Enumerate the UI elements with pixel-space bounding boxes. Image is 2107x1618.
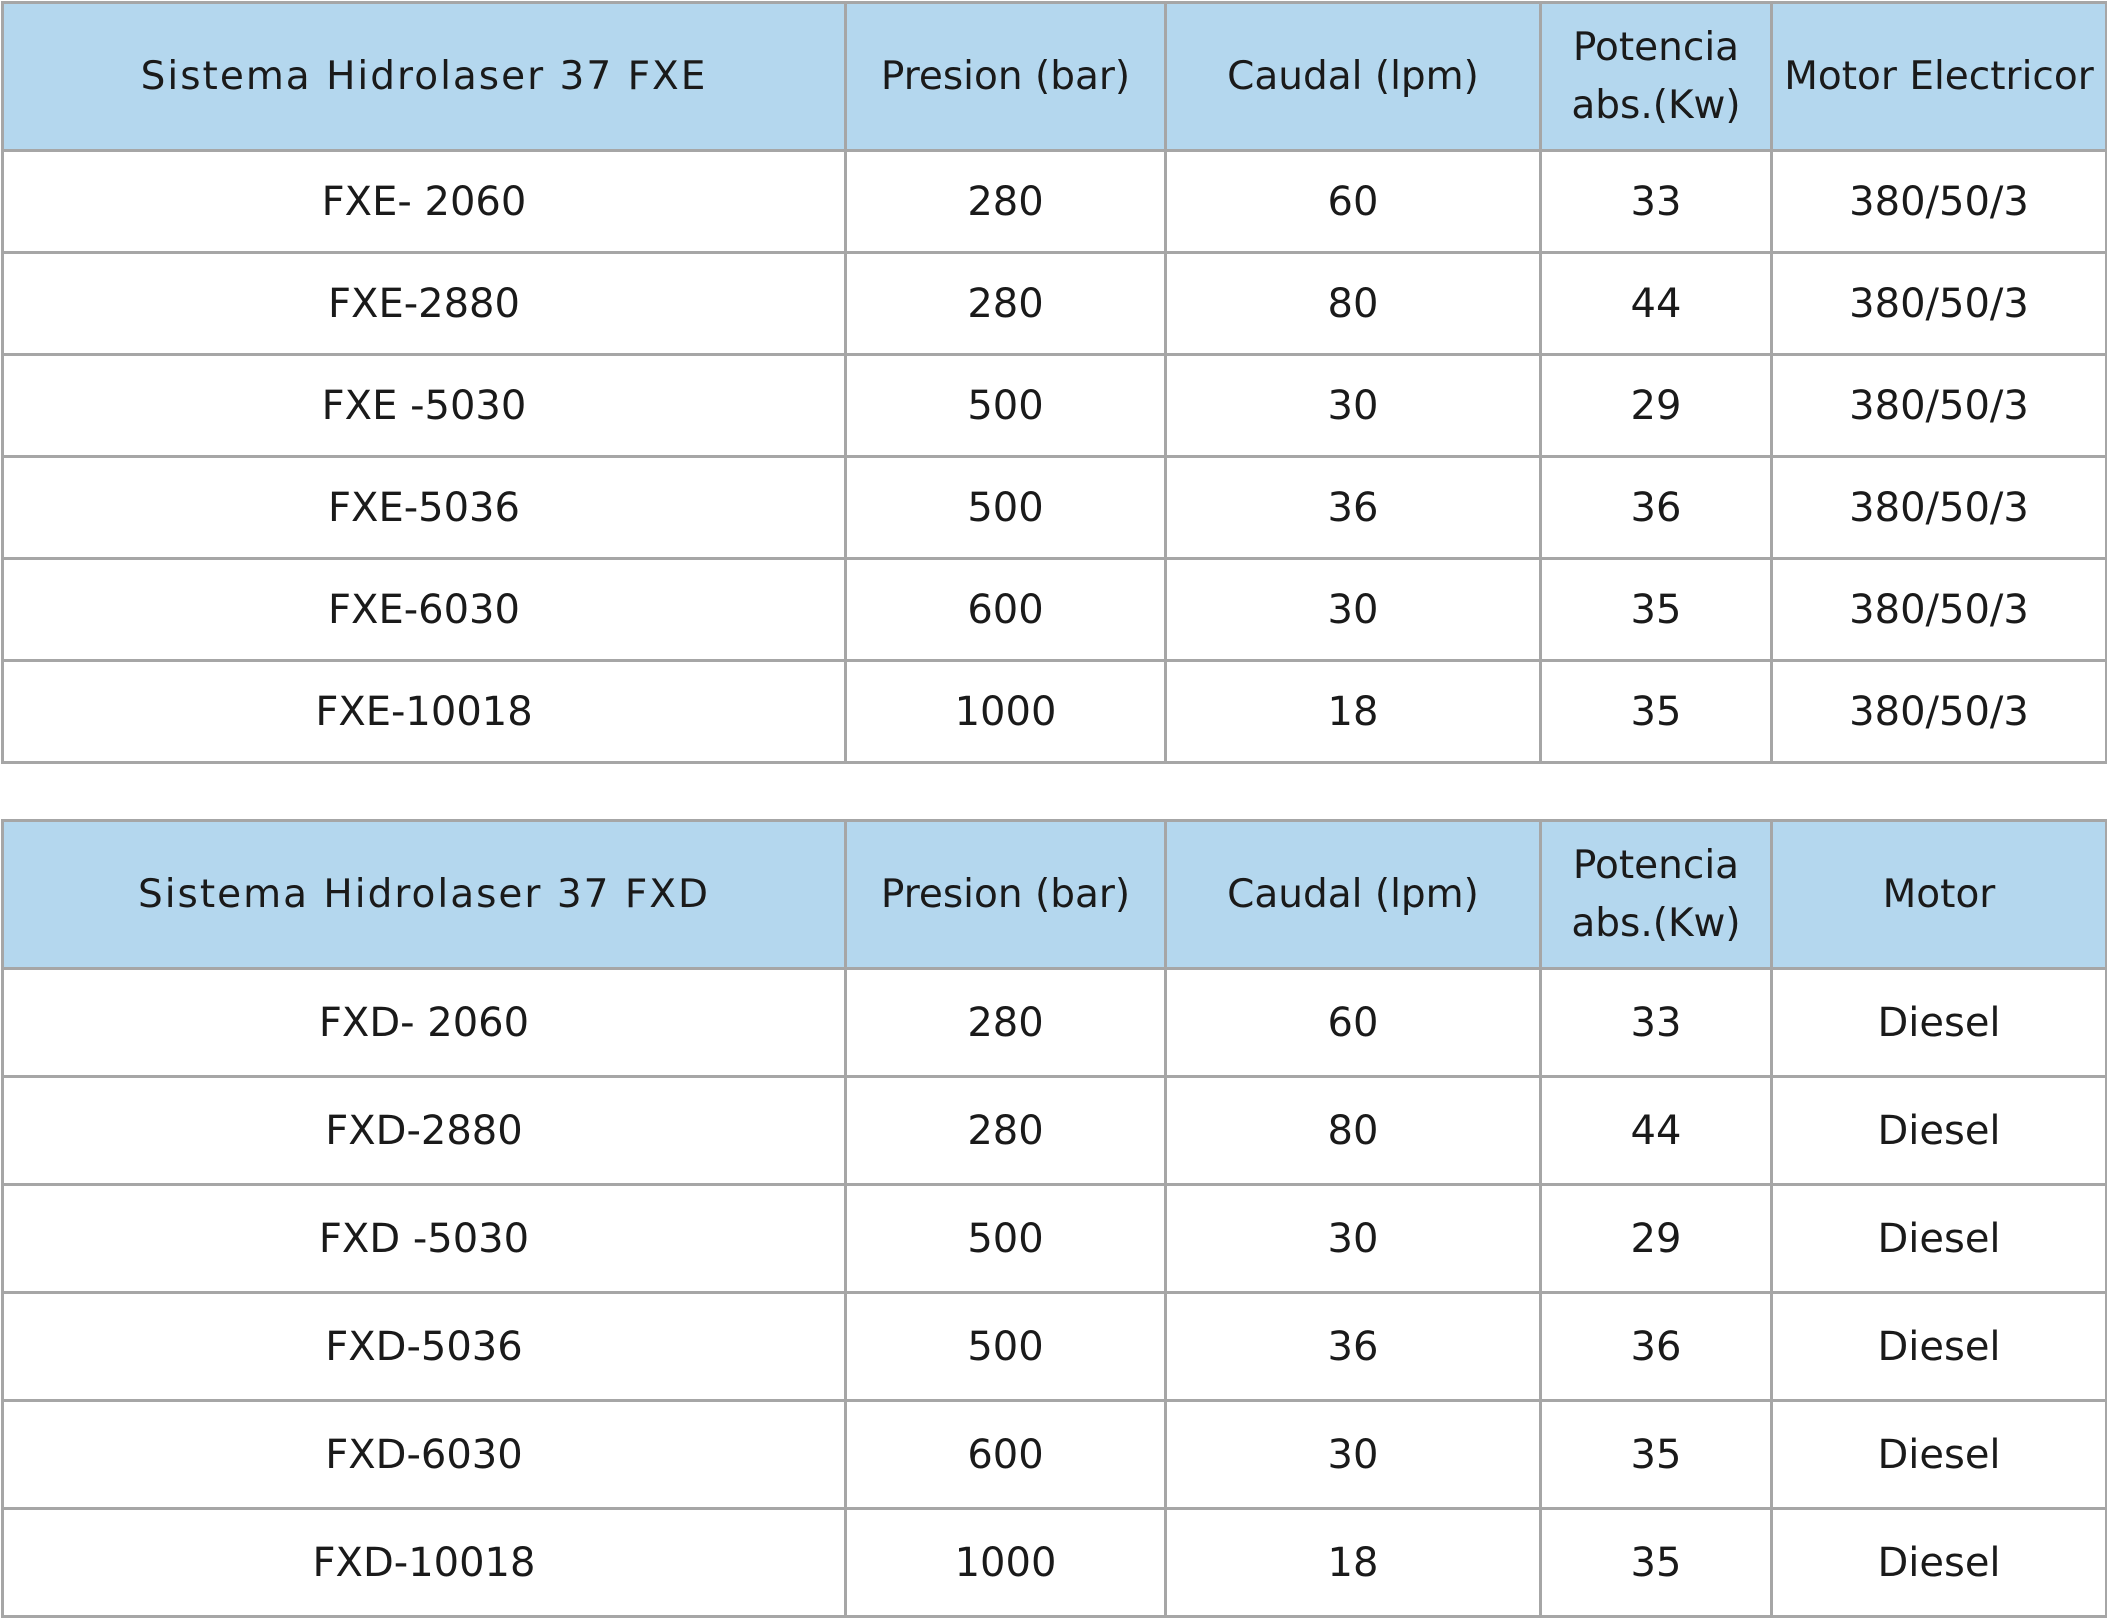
header-pressure: Presion (bar) bbox=[846, 821, 1166, 969]
cell-pressure: 500 bbox=[846, 1185, 1166, 1293]
cell-model: FXD -5030 bbox=[3, 1185, 846, 1293]
cell-motor: 380/50/3 bbox=[1772, 355, 2107, 457]
cell-motor: Diesel bbox=[1772, 1293, 2107, 1401]
header-flow: Caudal (lpm) bbox=[1166, 3, 1541, 151]
cell-pressure: 280 bbox=[846, 969, 1166, 1077]
header-power: Potencia abs.(Kw) bbox=[1541, 3, 1772, 151]
cell-pressure: 280 bbox=[846, 253, 1166, 355]
cell-power: 35 bbox=[1541, 1401, 1772, 1509]
cell-flow: 80 bbox=[1166, 253, 1541, 355]
table-row bbox=[3, 457, 2107, 559]
header-flow: Caudal (lpm) bbox=[1166, 821, 1541, 969]
cell-model: FXE-10018 bbox=[3, 661, 846, 763]
cell-flow: 18 bbox=[1166, 1509, 1541, 1617]
cell-flow: 18 bbox=[1166, 661, 1541, 763]
table-row bbox=[3, 355, 2107, 457]
header-motor: Motor bbox=[1772, 821, 2107, 969]
cell-pressure: 500 bbox=[846, 355, 1166, 457]
cell-pressure: 500 bbox=[846, 457, 1166, 559]
cell-pressure: 600 bbox=[846, 1401, 1166, 1509]
cell-model: FXD-2880 bbox=[3, 1077, 846, 1185]
cell-power: 33 bbox=[1541, 151, 1772, 253]
cell-model: FXE -5030 bbox=[3, 355, 846, 457]
cell-model: FXE-5036 bbox=[3, 457, 846, 559]
cell-motor: Diesel bbox=[1772, 1401, 2107, 1509]
cell-pressure: 1000 bbox=[846, 1509, 1166, 1617]
cell-power: 35 bbox=[1541, 1509, 1772, 1617]
cell-flow: 36 bbox=[1166, 457, 1541, 559]
table-header-row bbox=[3, 3, 2107, 151]
cell-model: FXD-6030 bbox=[3, 1401, 846, 1509]
header-motor: Motor Electricor bbox=[1772, 3, 2107, 151]
cell-motor: 380/50/3 bbox=[1772, 457, 2107, 559]
table-row bbox=[3, 1077, 2107, 1185]
cell-power: 44 bbox=[1541, 253, 1772, 355]
cell-flow: 30 bbox=[1166, 355, 1541, 457]
table-row bbox=[3, 1509, 2107, 1617]
cell-pressure: 280 bbox=[846, 1077, 1166, 1185]
header-pressure: Presion (bar) bbox=[846, 3, 1166, 151]
cell-motor: 380/50/3 bbox=[1772, 151, 2107, 253]
cell-motor: Diesel bbox=[1772, 969, 2107, 1077]
table-row bbox=[3, 661, 2107, 763]
table-row bbox=[3, 1401, 2107, 1509]
cell-motor: Diesel bbox=[1772, 1509, 2107, 1617]
table-row bbox=[3, 151, 2107, 253]
cell-pressure: 280 bbox=[846, 151, 1166, 253]
table-row bbox=[3, 1185, 2107, 1293]
cell-motor: 380/50/3 bbox=[1772, 661, 2107, 763]
cell-power: 44 bbox=[1541, 1077, 1772, 1185]
header-power: Potencia abs.(Kw) bbox=[1541, 821, 1772, 969]
cell-flow: 30 bbox=[1166, 559, 1541, 661]
cell-model: FXD- 2060 bbox=[3, 969, 846, 1077]
cell-model: FXD-10018 bbox=[3, 1509, 846, 1617]
cell-power: 36 bbox=[1541, 1293, 1772, 1401]
cell-model: FXE- 2060 bbox=[3, 151, 846, 253]
fxd-spec-table bbox=[1, 819, 2107, 1618]
cell-flow: 36 bbox=[1166, 1293, 1541, 1401]
cell-flow: 60 bbox=[1166, 151, 1541, 253]
cell-power: 35 bbox=[1541, 559, 1772, 661]
cell-power: 33 bbox=[1541, 969, 1772, 1077]
cell-model: FXE-2880 bbox=[3, 253, 846, 355]
table-row bbox=[3, 253, 2107, 355]
cell-model: FXD-5036 bbox=[3, 1293, 846, 1401]
cell-motor: Diesel bbox=[1772, 1185, 2107, 1293]
header-system: Sistema Hidrolaser 37 FXE bbox=[3, 3, 846, 151]
cell-pressure: 500 bbox=[846, 1293, 1166, 1401]
table-header-row bbox=[3, 821, 2107, 969]
cell-motor: 380/50/3 bbox=[1772, 559, 2107, 661]
cell-flow: 30 bbox=[1166, 1401, 1541, 1509]
cell-flow: 60 bbox=[1166, 969, 1541, 1077]
cell-motor: 380/50/3 bbox=[1772, 253, 2107, 355]
table-row bbox=[3, 1293, 2107, 1401]
table-row bbox=[3, 559, 2107, 661]
cell-power: 35 bbox=[1541, 661, 1772, 763]
cell-pressure: 1000 bbox=[846, 661, 1166, 763]
cell-power: 29 bbox=[1541, 1185, 1772, 1293]
cell-flow: 30 bbox=[1166, 1185, 1541, 1293]
cell-pressure: 600 bbox=[846, 559, 1166, 661]
cell-flow: 80 bbox=[1166, 1077, 1541, 1185]
table-row bbox=[3, 969, 2107, 1077]
cell-power: 36 bbox=[1541, 457, 1772, 559]
cell-motor: Diesel bbox=[1772, 1077, 2107, 1185]
cell-model: FXE-6030 bbox=[3, 559, 846, 661]
cell-power: 29 bbox=[1541, 355, 1772, 457]
header-system: Sistema Hidrolaser 37 FXD bbox=[3, 821, 846, 969]
fxe-spec-table bbox=[1, 1, 2107, 764]
